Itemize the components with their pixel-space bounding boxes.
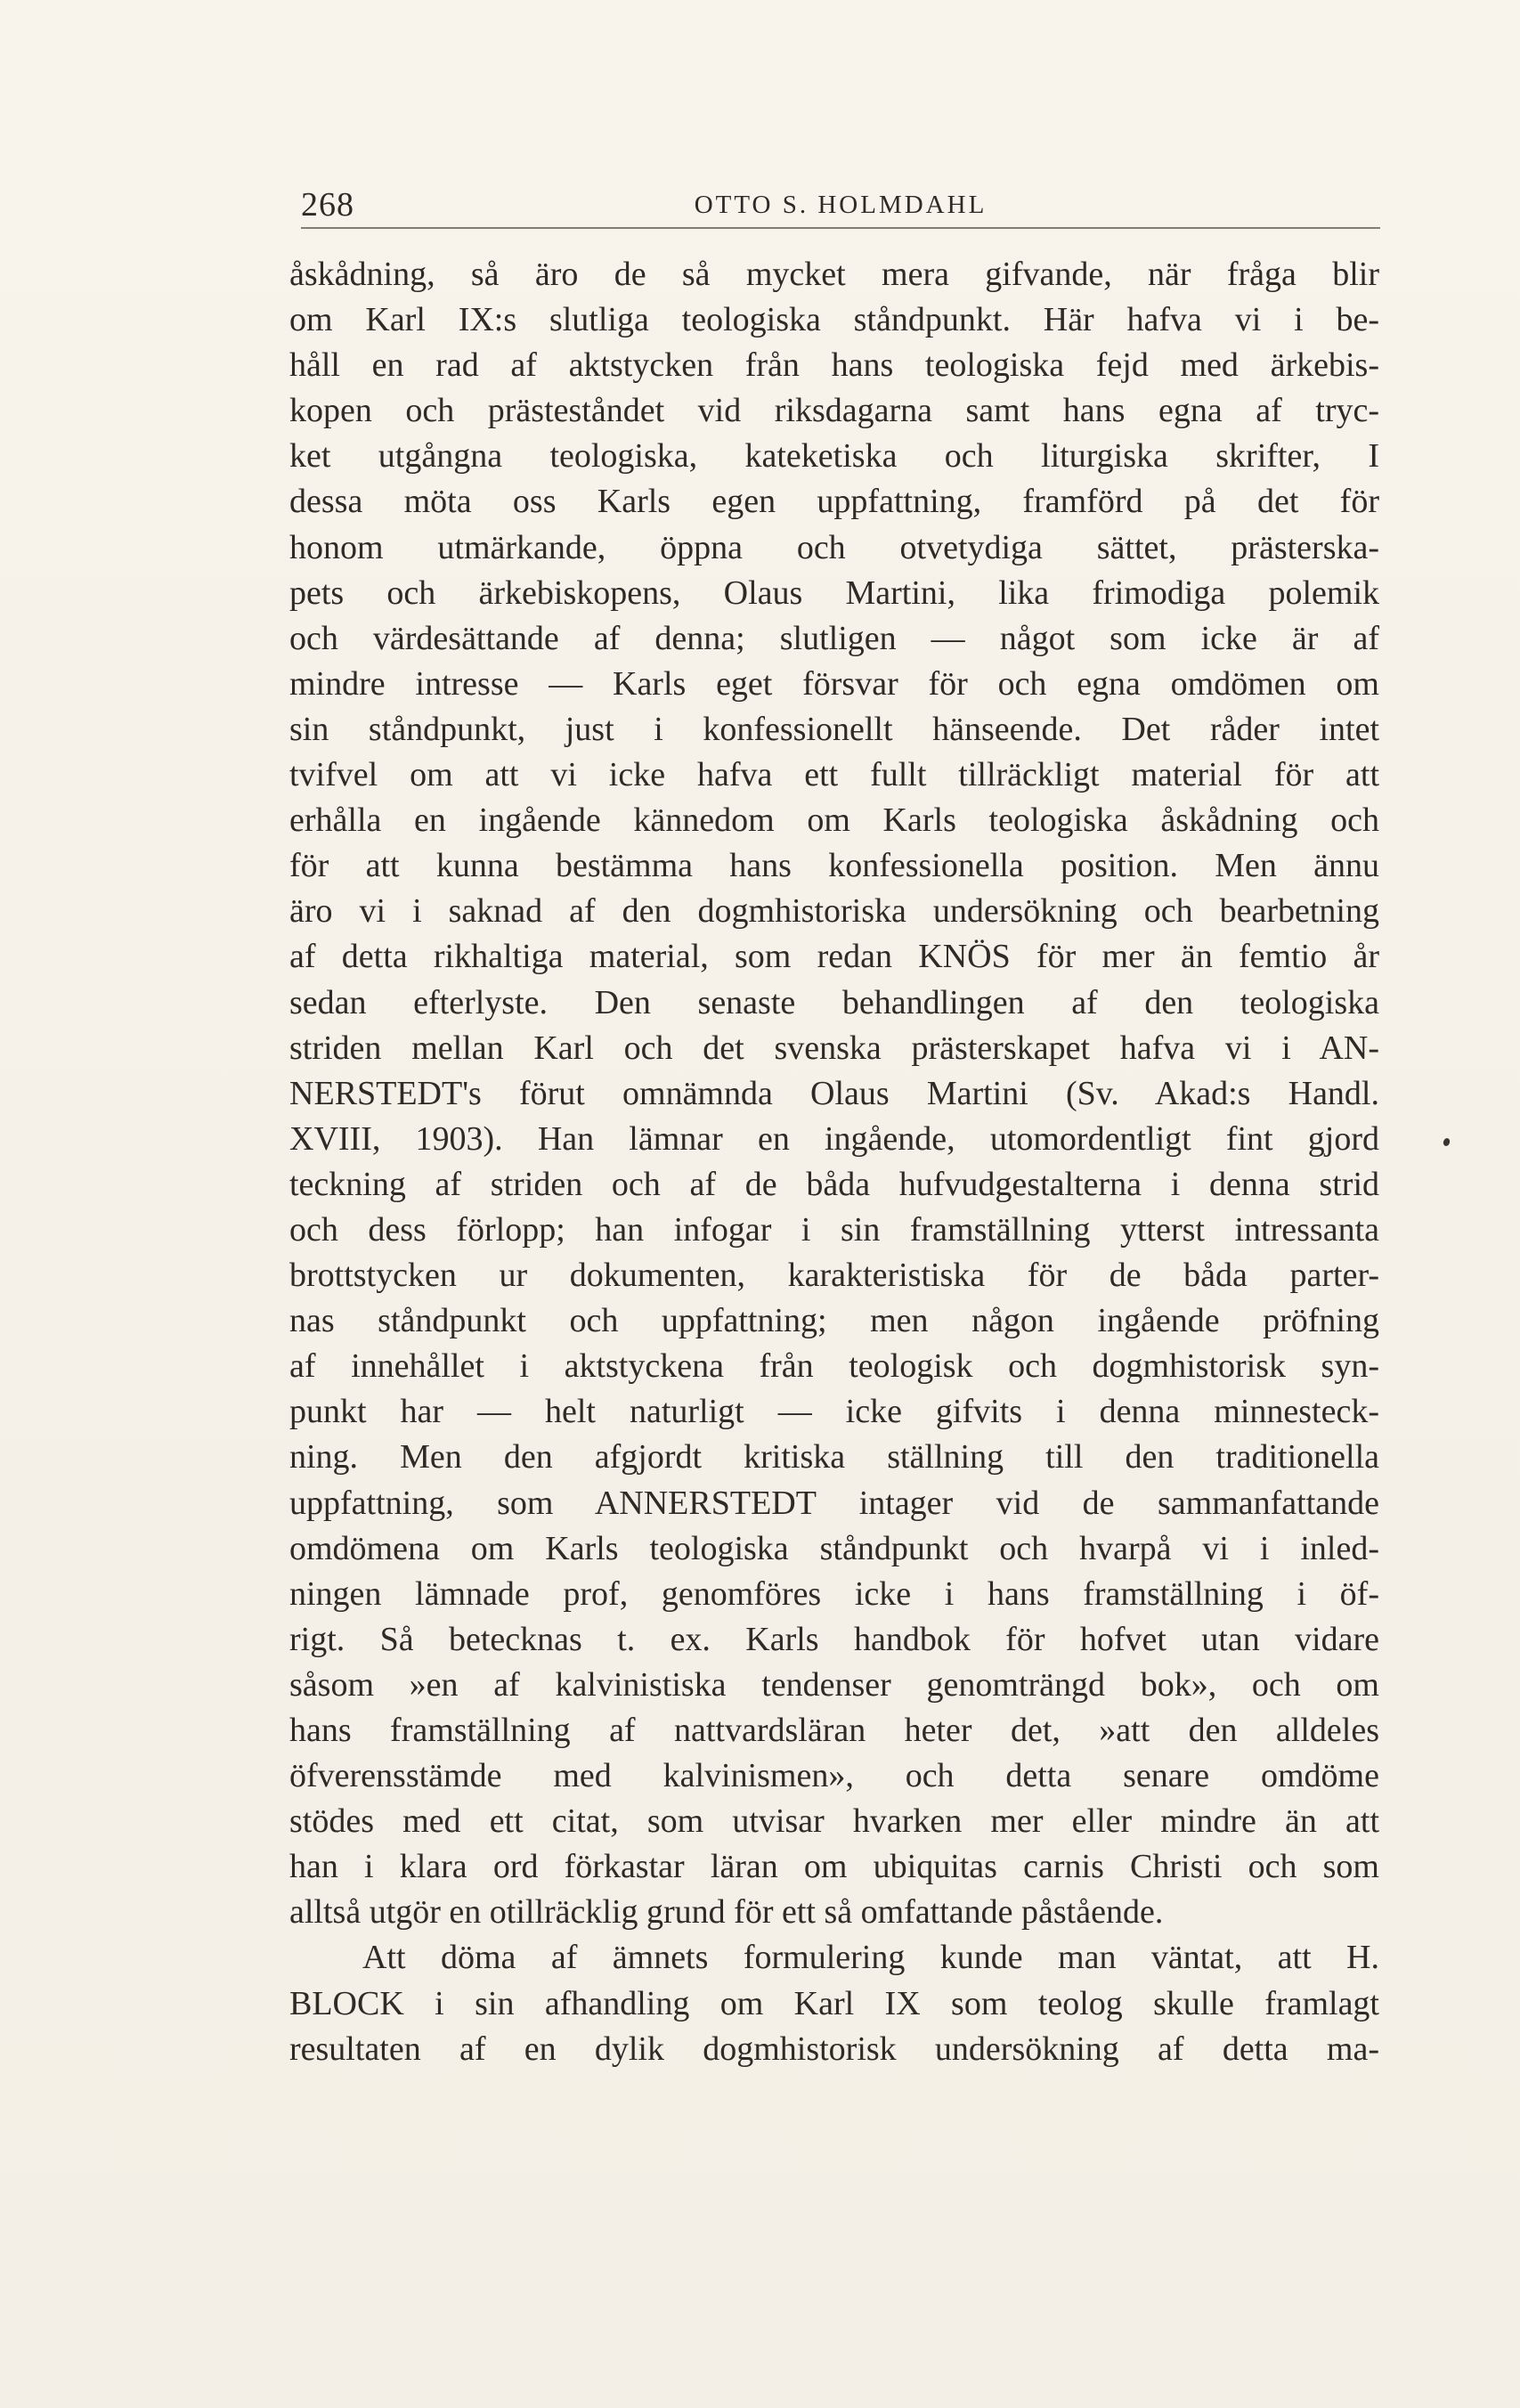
- text-line: BLOCK i sin afhandling om Karl IX som teolog skulle framlagt: [289, 1984, 1379, 2022]
- text-line: ket utgångna teologiska, kateketiska och liturgiska skrifter, I: [289, 437, 1379, 476]
- text-line: för att kunna bestämma hans konfessionella position. Men ännu: [289, 847, 1379, 885]
- text-line: af detta rikhaltiga material, som redan KNÖS för mer än femtio år: [289, 938, 1379, 976]
- text-line: dessa möta oss Karls egen uppfattning, framförd på det för: [289, 483, 1379, 521]
- text-line: nas ståndpunkt och uppfattning; men någon ingående pröfning: [289, 1302, 1379, 1340]
- running-head: OTTO S. HOLMDAHL: [694, 191, 988, 219]
- text-line: åskådning, så äro de så mycket mera gifvande, när fråga blir: [289, 256, 1379, 293]
- text-line: NERSTEDT's förut omnämnda Olaus Martini (Sv. Akad:s Handl.: [289, 1074, 1379, 1112]
- text-line: erhålla en ingående kännedom om Karls teologiska åskådning och: [289, 801, 1379, 840]
- text-line: pets och ärkebiskopens, Olaus Martini, lika frimodiga polemik: [289, 574, 1379, 612]
- text-line: öfverensstämde med kalvinismen», och detta senare omdöme: [289, 1757, 1379, 1795]
- text-line: honom utmärkande, öppna och otvetydiga sättet, prästerska-: [289, 528, 1379, 566]
- text-line: sedan efterlyste. Den senaste behandlingen af den teologiska: [289, 983, 1379, 1021]
- text-line: om Karl IX:s slutliga teologiska ståndpunkt. Här hafva vi i be-: [289, 301, 1379, 339]
- text-line: rigt. Så betecknas t. ex. Karls handbok för hofvet utan vidare: [289, 1620, 1379, 1658]
- margin-ink-dot: [1443, 1137, 1451, 1147]
- text-line: tvifvel om att vi icke hafva ett fullt tillräckligt material för att: [289, 756, 1379, 794]
- text-line: omdömena om Karls teologiska ståndpunkt och hvarpå vi i inled-: [289, 1529, 1379, 1567]
- text-line: såsom »en af kalvinistiska tendenser genomträngd bok», och om: [289, 1665, 1379, 1704]
- text-line: och värdesättande af denna; slutligen — något som icke är af: [289, 619, 1379, 657]
- text-line: han i klara ord förkastar läran om ubiquitas carnis Christi och som: [289, 1848, 1379, 1886]
- text-line: uppfattning, som ANNERSTEDT intager vid de sammanfattande: [289, 1484, 1379, 1522]
- text-line: brottstycken ur dokumenten, karakteristiska för de båda parter-: [289, 1257, 1379, 1295]
- text-line: stödes med ett citat, som utvisar hvarken mer eller mindre än att: [289, 1802, 1379, 1841]
- text-line: af innehållet i aktstyckena från teologisk och dogmhistorisk syn-: [289, 1347, 1379, 1386]
- text-line: alltså utgör en otillräcklig grund för ett så omfattande påstående.: [289, 1893, 1164, 1932]
- text-line: äro vi i saknad af den dogmhistoriska undersökning och bearbetning: [289, 892, 1379, 931]
- text-line: resultaten af en dylik dogmhistorisk undersökning af detta ma-: [289, 2030, 1379, 2068]
- text-line: Att döma af ämnets formulering kunde man väntat, att H.: [362, 1939, 1379, 1977]
- text-line: kopen och prästeståndet vid riksdagarna samt hans egna af tryc-: [289, 392, 1379, 430]
- text-line: håll en rad af aktstycken från hans teologiska fejd med ärkebis-: [289, 346, 1379, 385]
- text-line: mindre intresse — Karls eget försvar för och egna omdömen om: [289, 664, 1379, 703]
- page-number: 268: [301, 186, 354, 224]
- text-line: och dess förlopp; han infogar i sin framställning ytterst intressanta: [289, 1210, 1379, 1249]
- page-header: [301, 183, 1380, 227]
- body-text: [289, 252, 1379, 2072]
- text-line: sin ståndpunkt, just i konfessionellt hänseende. Det råder intet: [289, 710, 1379, 748]
- text-line: striden mellan Karl och det svenska prästerskapet hafva vi i AN-: [289, 1029, 1379, 1067]
- text-line: ningen lämnade prof, genomföres icke i hans framställning i öf-: [289, 1574, 1379, 1613]
- text-line: ning. Men den afgjordt kritiska ställning till den traditionella: [289, 1438, 1379, 1477]
- text-line: hans framställning af nattvardsläran heter det, »att den alldeles: [289, 1712, 1379, 1749]
- text-line: punkt har — helt naturligt — icke gifvits i denna minnesteck-: [289, 1393, 1379, 1431]
- text-line: XVIII, 1903). Han lämnar en ingående, utomordentligt fint gjord: [289, 1119, 1379, 1158]
- text-line: teckning af striden och af de båda hufvudgestalterna i denna strid: [289, 1165, 1379, 1203]
- header-rule: [301, 227, 1380, 229]
